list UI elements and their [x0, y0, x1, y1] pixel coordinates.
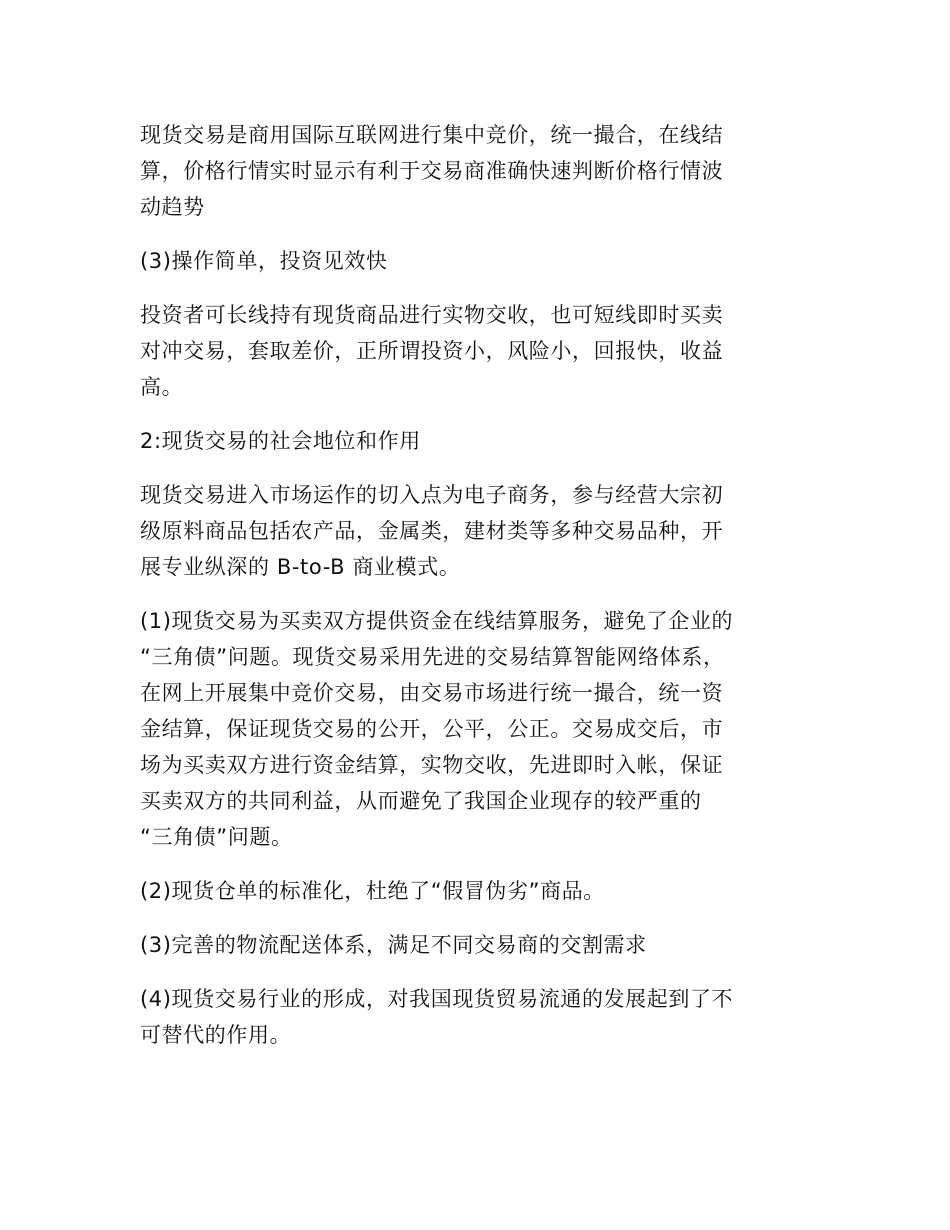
- text-line: “三角债”问题。: [140, 825, 293, 849]
- text-line: (4)现货交易行业的形成，对我国现货贸易流通的发展起到了不: [140, 987, 734, 1011]
- paragraph-point-1: [140, 603, 812, 855]
- text-line: (3)操作简单，投资见效快: [140, 249, 388, 273]
- text-line: (3)完善的物流配送体系，满足不同交易商的交割需求: [140, 933, 647, 957]
- section-heading-2: [140, 423, 812, 459]
- paragraph-ecommerce: [140, 477, 812, 585]
- text-line: 买卖双方的共同利益，从而避免了我国企业现存的较严重的: [140, 789, 702, 813]
- paragraph-point-4: [140, 981, 812, 1053]
- paragraph-intro: [140, 117, 812, 225]
- paragraph-investors: [140, 297, 812, 405]
- paragraph-point-3: [140, 927, 812, 963]
- text-line: 现货交易进入市场运作的切入点为电子商务，参与经营大宗初: [140, 483, 724, 507]
- text-line: 现货交易是商用国际互联网进行集中竞价，统一撮合，在线结: [140, 123, 724, 147]
- text-line: 场为买卖双方进行资金结算，实物交收，先进即时入帐，保证: [140, 753, 724, 777]
- text-line: “三角债”问题。现货交易采用先进的交易结算智能网络体系，: [140, 645, 725, 669]
- text-line: 高。: [140, 375, 184, 399]
- text-line: 动趋势: [140, 195, 205, 219]
- text-line: 金结算，保证现货交易的公开，公平，公正。交易成交后，市: [140, 717, 724, 741]
- text-line: 在网上开展集中竞价交易，由交易市场进行统一撮合，统一资: [140, 681, 724, 705]
- text-line: 2:现货交易的社会地位和作用: [140, 429, 421, 453]
- paragraph-point-2: [140, 873, 812, 909]
- text-line: 对冲交易，套取差价，正所谓投资小，风险小，回报快，收益: [140, 339, 724, 363]
- text-line: 级原料商品包括农产品，金属类，建材类等多种交易品种，开: [140, 519, 724, 543]
- document-body: [140, 117, 812, 1071]
- text-line: (1)现货交易为买卖双方提供资金在线结算服务，避免了企业的: [140, 609, 734, 633]
- paragraph-heading-3: [140, 243, 812, 279]
- text-line: 展专业纵深的 B-to-B 商业模式。: [140, 555, 461, 579]
- text-line: 算，价格行情实时显示有利于交易商准确快速判断价格行情波: [140, 159, 724, 183]
- text-line: 投资者可长线持有现货商品进行实物交收，也可短线即时买卖: [140, 303, 724, 327]
- text-line: 可替代的作用。: [140, 1023, 292, 1047]
- text-line: (2)现货仓单的标准化，杜绝了“假冒伪劣”商品。: [140, 879, 605, 903]
